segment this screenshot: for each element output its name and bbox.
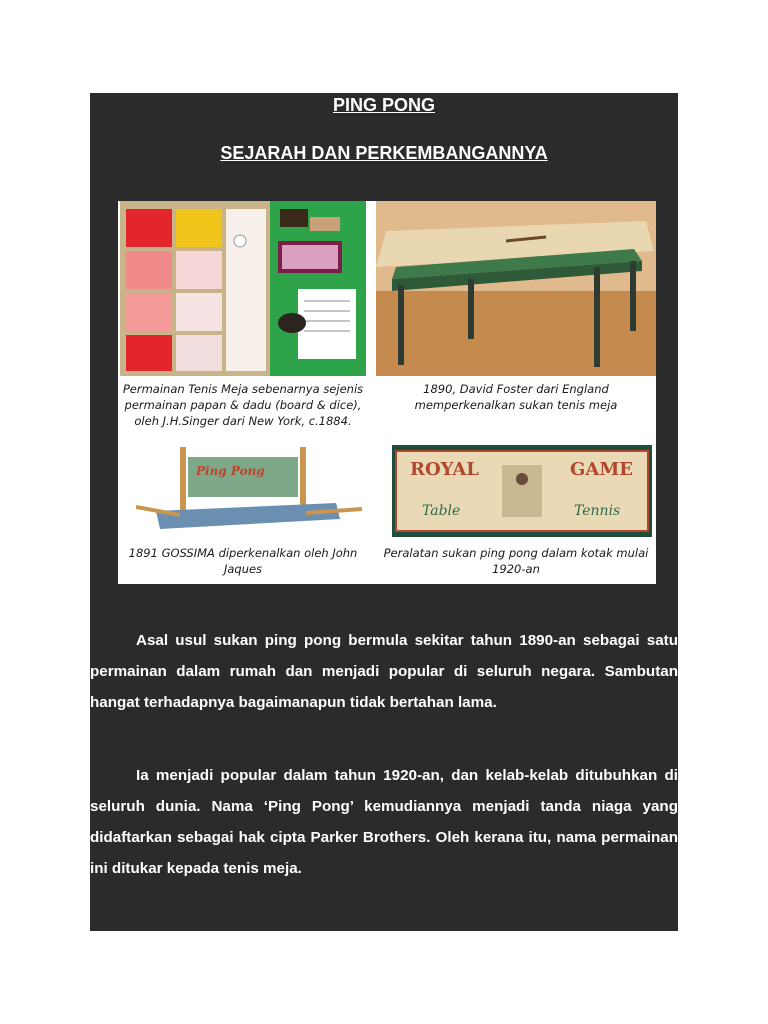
caption-foster: 1890, David Foster dari England memperkenalkan sukan tenis meja <box>414 382 618 412</box>
page-subtitle: SEJARAH DAN PERKEMBANGANNYA <box>220 143 548 163</box>
ping-pong-box-lettering: Ping Pong <box>196 464 265 478</box>
svg-text:Tennis: Tennis <box>574 503 621 519</box>
svg-text:Table: Table <box>422 503 461 519</box>
caption-gossima: 1891 GOSSIMA diperkenalkan oleh John Jaques <box>128 546 358 576</box>
history-photo-collage <box>118 201 656 584</box>
caption-singer: Permainan Tenis Meja sebenarnya sejenis permainan papan & dadu (board & dice), oleh J.H.Singer dari New York, c.1884. <box>122 382 364 428</box>
royal-game-box-photo <box>392 445 652 537</box>
svg-text:GAME: GAME <box>570 459 633 480</box>
caption-royal-game: Peralatan sukan ping pong dalam kotak mulai 1920-an <box>383 546 649 576</box>
gossima-set-photo <box>136 443 366 539</box>
document-panel <box>90 93 678 931</box>
foster-table-photo <box>376 201 656 376</box>
paragraph-2: Ia menjadi popular dalam tahun 1920-an, dan kelab-kelab ditubuhkan di seluruh dunia. Nama ‘Ping Pong’ kemudiannya menjadi tanda niaga yang didaftarkan sebagai hak cipta Parker Brothers. Oleh kerana itu, nama permainan ini ditukar kepada tenis meja. <box>90 767 678 877</box>
svg-text:ROYAL: ROYAL <box>410 459 479 480</box>
page-title: PING PONG <box>332 95 435 115</box>
paragraph-1: Asal usul sukan ping pong bermula sekitar tahun 1890-an sebagai satu permainan dalam rumah dan menjadi popular di seluruh negara. Sambutan hangat terhadapnya bagaimanapun tidak bertahan lama. <box>90 632 678 711</box>
board-dice-game-photo <box>120 201 366 376</box>
